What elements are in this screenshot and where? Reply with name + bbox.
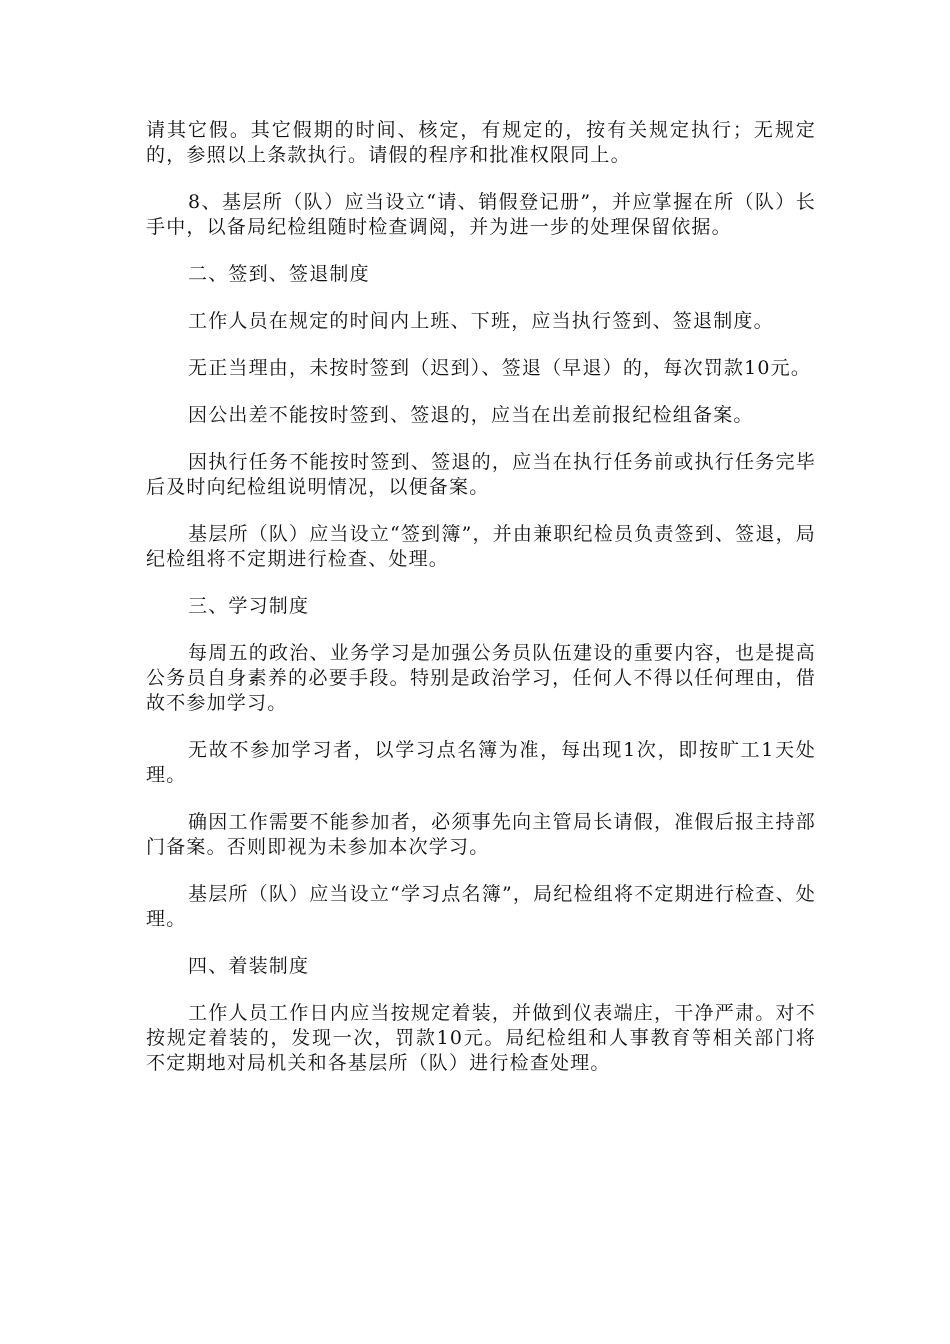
- section-heading-4: 四、着装制度: [188, 955, 310, 977]
- paragraph-12: 确因工作需要不能参加者，必须事先向主管局长请假，准假后报主持部门备案。否则即视为未参加本次学习。: [146, 811, 816, 858]
- paragraph-13: 基层所（队）应当设立“学习点名簿”，局纪检组将不定期进行检查、处理。: [146, 883, 816, 930]
- paragraph-4: 工作人员在规定的时间内上班、下班，应当执行签到、签退制度。: [188, 310, 774, 332]
- paragraph-15: 工作人员工作日内应当按规定着装，并做到仪表端庄，干净严肃。对不按规定着装的，发现一次，罚款10元。局纪检组和人事教育等相关部门将不定期地对局机关和各基层所（队）进行检查处理。: [146, 1002, 816, 1074]
- paragraph-7: 因执行任务不能按时签到、签退的，应当在执行任务前或执行任务完毕后及时向纪检组说明情况，以便备案。: [146, 451, 816, 498]
- paragraph-1: 请其它假。其它假期的时间、核定，有规定的，按有关规定执行；无规定的，参照以上条款执行。请假的程序和批准权限同上。: [146, 119, 816, 166]
- paragraph-10: 每周五的政治、业务学习是加强公务员队伍建设的重要内容，也是提高公务员自身素养的必要手段。特别是政治学习，任何人不得以任何理由，借故不参加学习。: [146, 642, 816, 714]
- paragraph-8: 基层所（队）应当设立“签到簿”，并由兼职纪检员负责签到、签退，局纪检组将不定期进行检查、处理。: [146, 523, 816, 570]
- section-heading-2: 二、签到、签退制度: [188, 263, 370, 285]
- document-page: [146, 118, 816, 1098]
- section-heading-3: 三、学习制度: [188, 595, 310, 617]
- paragraph-11: 无故不参加学习者，以学习点名簿为准，每出现1次，即按旷工1天处理。: [146, 739, 816, 786]
- paragraph-5: 无正当理由，未按时签到（迟到）、签退（早退）的，每次罚款10元。: [188, 357, 812, 379]
- paragraph-2: 8、基层所（队）应当设立“请、销假登记册”，并应掌握在所（队）长手中，以备局纪检组随时检查调阅，并为进一步的处理保留依据。: [146, 191, 816, 238]
- paragraph-6: 因公出差不能按时签到、签退的，应当在出差前报纪检组备案。: [188, 404, 754, 426]
